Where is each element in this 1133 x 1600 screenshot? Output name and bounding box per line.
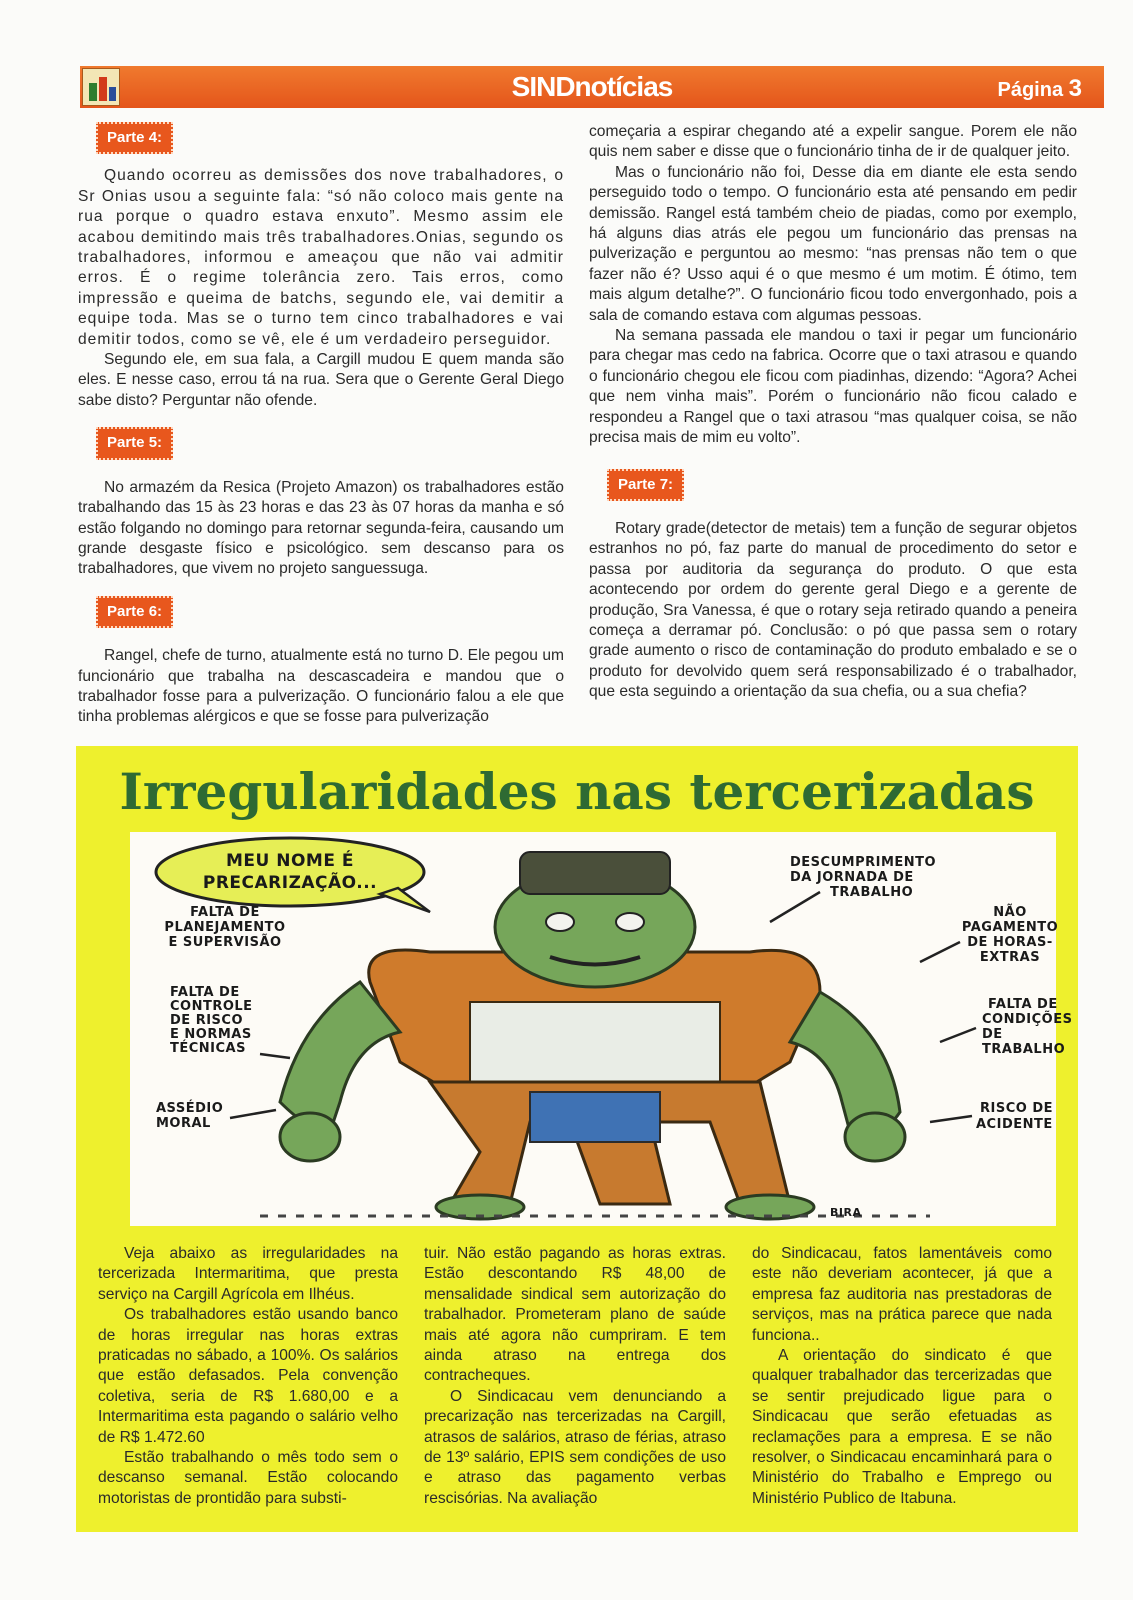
box-headline: Irregularidades nas tercerizadas — [119, 762, 1035, 821]
label-condicoes — [940, 997, 1072, 1057]
parte5-paragraph-1: No armazém da Resica (Projeto Amazon) os trabalhadores estão trabalhando das 15 às 23 horas e das 23 às 07 horas da manha e só estão folgando no domingo para retornar segunda-feira, causando um grande desgaste físico e psicológico. sem descanso para os trabalhadores, que vivem no projeto sanguessuga. — [78, 478, 564, 578]
speech-line-1: MEU NOME É — [226, 851, 354, 871]
parte6-paragraph-2: começaria a espirar chegando até a expelir sangue. Porem ele não quis nem saber e disse que o funcionário tinha de ir de qualquer jeito. — [589, 123, 1077, 161]
masthead-bar — [80, 66, 1104, 108]
right-column — [589, 122, 1077, 703]
label-controle — [170, 985, 290, 1058]
svg-text:DE HORAS-: DE HORAS- — [967, 935, 1053, 950]
parte7-section — [589, 469, 1077, 703]
svg-text:CONDIÇÕES: CONDIÇÕES — [982, 1012, 1073, 1027]
box-c3-paragraph-1: do Sindicacau, fatos lamentáveis como este não deveriam acontecer, já que a empresa faz auditoria nas prestadoras de serviços, mas na prática parece que nada funciona.. — [752, 1245, 1052, 1344]
parte4-tag: Parte 4: — [96, 122, 173, 154]
box-c1-paragraph-2: Os trabalhadores estão usando banco de horas irregular nas horas extras praticadas no sábado, a 100%. Os salários que estão defasados. Pela convenção coletiva, seria de R$ 1.680,00 e a Intermaritima esta pagando o salário velho de R$ 1.472.60 — [98, 1306, 398, 1446]
svg-text:E SUPERVISÃO: E SUPERVISÃO — [168, 935, 282, 950]
svg-text:DA JORNADA DE: DA JORNADA DE — [790, 870, 914, 885]
page-label: Página — [997, 79, 1064, 101]
svg-text:FALTA DE: FALTA DE — [988, 997, 1058, 1012]
parte4-section — [78, 122, 564, 411]
parte6-paragraph-1: Rangel, chefe de turno, atualmente está no turno D. Ele pegou um funcionário que trabalha na descascadeira e mandou que o trabalhador fosse para a pulverização. O funcionário falou a ele que tinha problemas alérgicos e que se fosse para pulverização — [78, 647, 564, 726]
cartoon-illustration — [130, 832, 1073, 1226]
parte6-tag: Parte 6: — [96, 596, 173, 628]
box-c1-paragraph-3: Estão trabalhando o mês todo sem o descanso semanal. Estão colocando motoristas de prontidão para substi- — [98, 1449, 398, 1507]
parte5-tag: Parte 5: — [96, 427, 173, 459]
label-planejamento — [164, 905, 285, 950]
svg-text:DESCUMPRIMENTO: DESCUMPRIMENTO — [790, 855, 937, 870]
svg-text:E NORMAS: E NORMAS — [170, 1027, 252, 1042]
left-column — [78, 122, 564, 728]
box-column-3 — [752, 1244, 1052, 1509]
parte4-paragraph-1: Quando ocorreu as demissões dos nove trabalhadores, o Sr Onias usou a seguinte fala: “só não coloco mais gente na rua porque o quadro estava enxuto”. Mesmo assim ele acabou demitindo mais três trabalhadores.Onias, segundo os trabalhadores, informou e ameaçou que não vai admitir erros. É o regime tolerância zero. Tais erros, como impressão e queima de batchs, segundo ele, vai demitir a equipe toda. Mas se o turno tem cinco trabalhadores e vai demitir todos, como se vê, ele é um verdadeiro perseguidor. — [78, 167, 564, 348]
parte6-paragraph-4: Na semana passada ele mandou o taxi ir pegar um funcionário para chegar mas cedo na fabrica. Ocorre que o taxi atrasou e quando o funcionário chegou ele ficou com piadinhas, dizendo: “Agora? Achei que nem vinha mais”. Porém o funcionário não ficou calado e respondeu a Rangel que o taxi atrasou “mas qualquer coisa, se não precisa mais de mim eu volto”. — [589, 327, 1077, 447]
parte7-paragraph-1: Rotary grade(detector de metais) tem a função de segurar objetos estranhos no pó, faz parte do manual de procedimento do setor e passa por auditoria da segurança do produto. O que esta acontecendo por ordem do gerente geral Diego e a gerente de produção, Sra Vanessa, é que o rotary seja retirado quando a peneira começa a derramar pó. Conclusão: o pó que passa sem o rotary grade aumento o risco de contaminação do produto embalado e se o produto for devolvido quem será responsabilizado é o trabalhador, que esta seguindo a orientação da sua chefia, ou a sua chefia? — [589, 519, 1077, 701]
svg-text:CONTROLE: CONTROLE — [170, 999, 253, 1014]
label-acidente — [930, 1101, 1053, 1132]
box-column-2 — [424, 1244, 726, 1509]
box-column-1 — [98, 1244, 398, 1509]
svg-text:RISCO DE: RISCO DE — [980, 1101, 1053, 1116]
masthead-title: SINDnotícias — [511, 71, 673, 102]
svg-text:DE RISCO: DE RISCO — [170, 1013, 243, 1028]
parte7-tag: Parte 7: — [607, 469, 684, 501]
monster-figure — [260, 852, 930, 1219]
parte6-paragraph-3: Mas o funcionário não foi, Desse dia em diante ele esta sendo perseguido todo o tempo. O funcionário esta até pensando em pedir demissão. Rangel está também cheio de piadas, como por exemplo, há alguns dias atrás ele pegou um funcionário das prensas na pulverização e perguntou ao mesmo: “nas prensas não tem o que fazer não é? Usso aqui é o que mesmo é um motim. É ótimo, tem mais algum detalhe?”. O funcionário ficou todo envergonhado, pois a sala de comando estava com algumas pessoas. — [589, 163, 1077, 324]
cartoon-svg — [130, 832, 1073, 1226]
label-jornada — [770, 855, 936, 922]
svg-text:DE: DE — [982, 1027, 1003, 1042]
svg-text:TÉCNICAS: TÉCNICAS — [170, 1041, 246, 1056]
svg-text:TRABALHO: TRABALHO — [830, 885, 914, 900]
box-c3-paragraph-2: A orientação do sindicato é que qualquer trabalhador das tercerizadas que se sentir prejudicado ligue para o Sindicacau que serão efetuadas as reclamações para a empresa. E se não resolver, o Sindicacau encaminhará para o Ministério do Trabalho e Emprego ou Ministério Publico de Itabuna. — [752, 1347, 1052, 1507]
parte4-paragraph-2: Segundo ele, em sua fala, a Cargill mudou E quem manda são eles. E nesse caso, errou tá na rua. Sera que o Gerente Geral Diego sabe disto? Perguntar não ofende. — [78, 351, 564, 409]
label-horas — [920, 904, 1058, 965]
tercerizadas-box — [76, 746, 1078, 1532]
svg-text:ACIDENTE: ACIDENTE — [976, 1117, 1053, 1132]
label-assedio — [156, 1100, 276, 1131]
svg-text:TRABALHO: TRABALHO — [982, 1042, 1066, 1057]
box-c2-paragraph-2: O Sindicacau vem denunciando a precarização nas tercerizadas na Cargill, atrasos de salários, atraso de férias, atraso de 13º salário, EPIS sem condições de uso e atraso das pagamento verbas rescisórias. Na avaliação — [424, 1387, 726, 1507]
svg-text:FALTA DE: FALTA DE — [190, 905, 260, 920]
svg-text:EXTRAS: EXTRAS — [979, 950, 1041, 965]
svg-text:PLANEJAMENTO: PLANEJAMENTO — [164, 920, 286, 935]
speech-line-2: PRECARIZAÇÃO... — [202, 873, 378, 893]
page-number — [998, 75, 1083, 103]
cartoon-signature: BIRA — [830, 1206, 862, 1219]
svg-text:MORAL: MORAL — [156, 1116, 211, 1131]
parte6-section — [78, 596, 564, 728]
svg-text:NÃO: NÃO — [993, 905, 1027, 920]
page-number-value: 3 — [1068, 75, 1082, 102]
parte5-section — [78, 427, 564, 579]
svg-text:PAGAMENTO: PAGAMENTO — [961, 920, 1059, 935]
box-c1-paragraph-1: Veja abaixo as irregularidades na tercerizada Intermaritima, que presta serviço na Cargill Agrícola em Ilhéus. — [98, 1245, 398, 1303]
svg-text:FALTA DE: FALTA DE — [170, 985, 240, 1000]
svg-text:ASSÉDIO: ASSÉDIO — [156, 1101, 224, 1116]
box-c2-paragraph-1: tuir. Não estão pagando as horas extras. Estão descontando R$ 48,00 de mensalidade sindical sem autorização do trabalhador. Prometeram plano de saúde mais até agora não cumpriram. E tem ainda atraso na entrega dos contracheques. — [424, 1245, 726, 1385]
